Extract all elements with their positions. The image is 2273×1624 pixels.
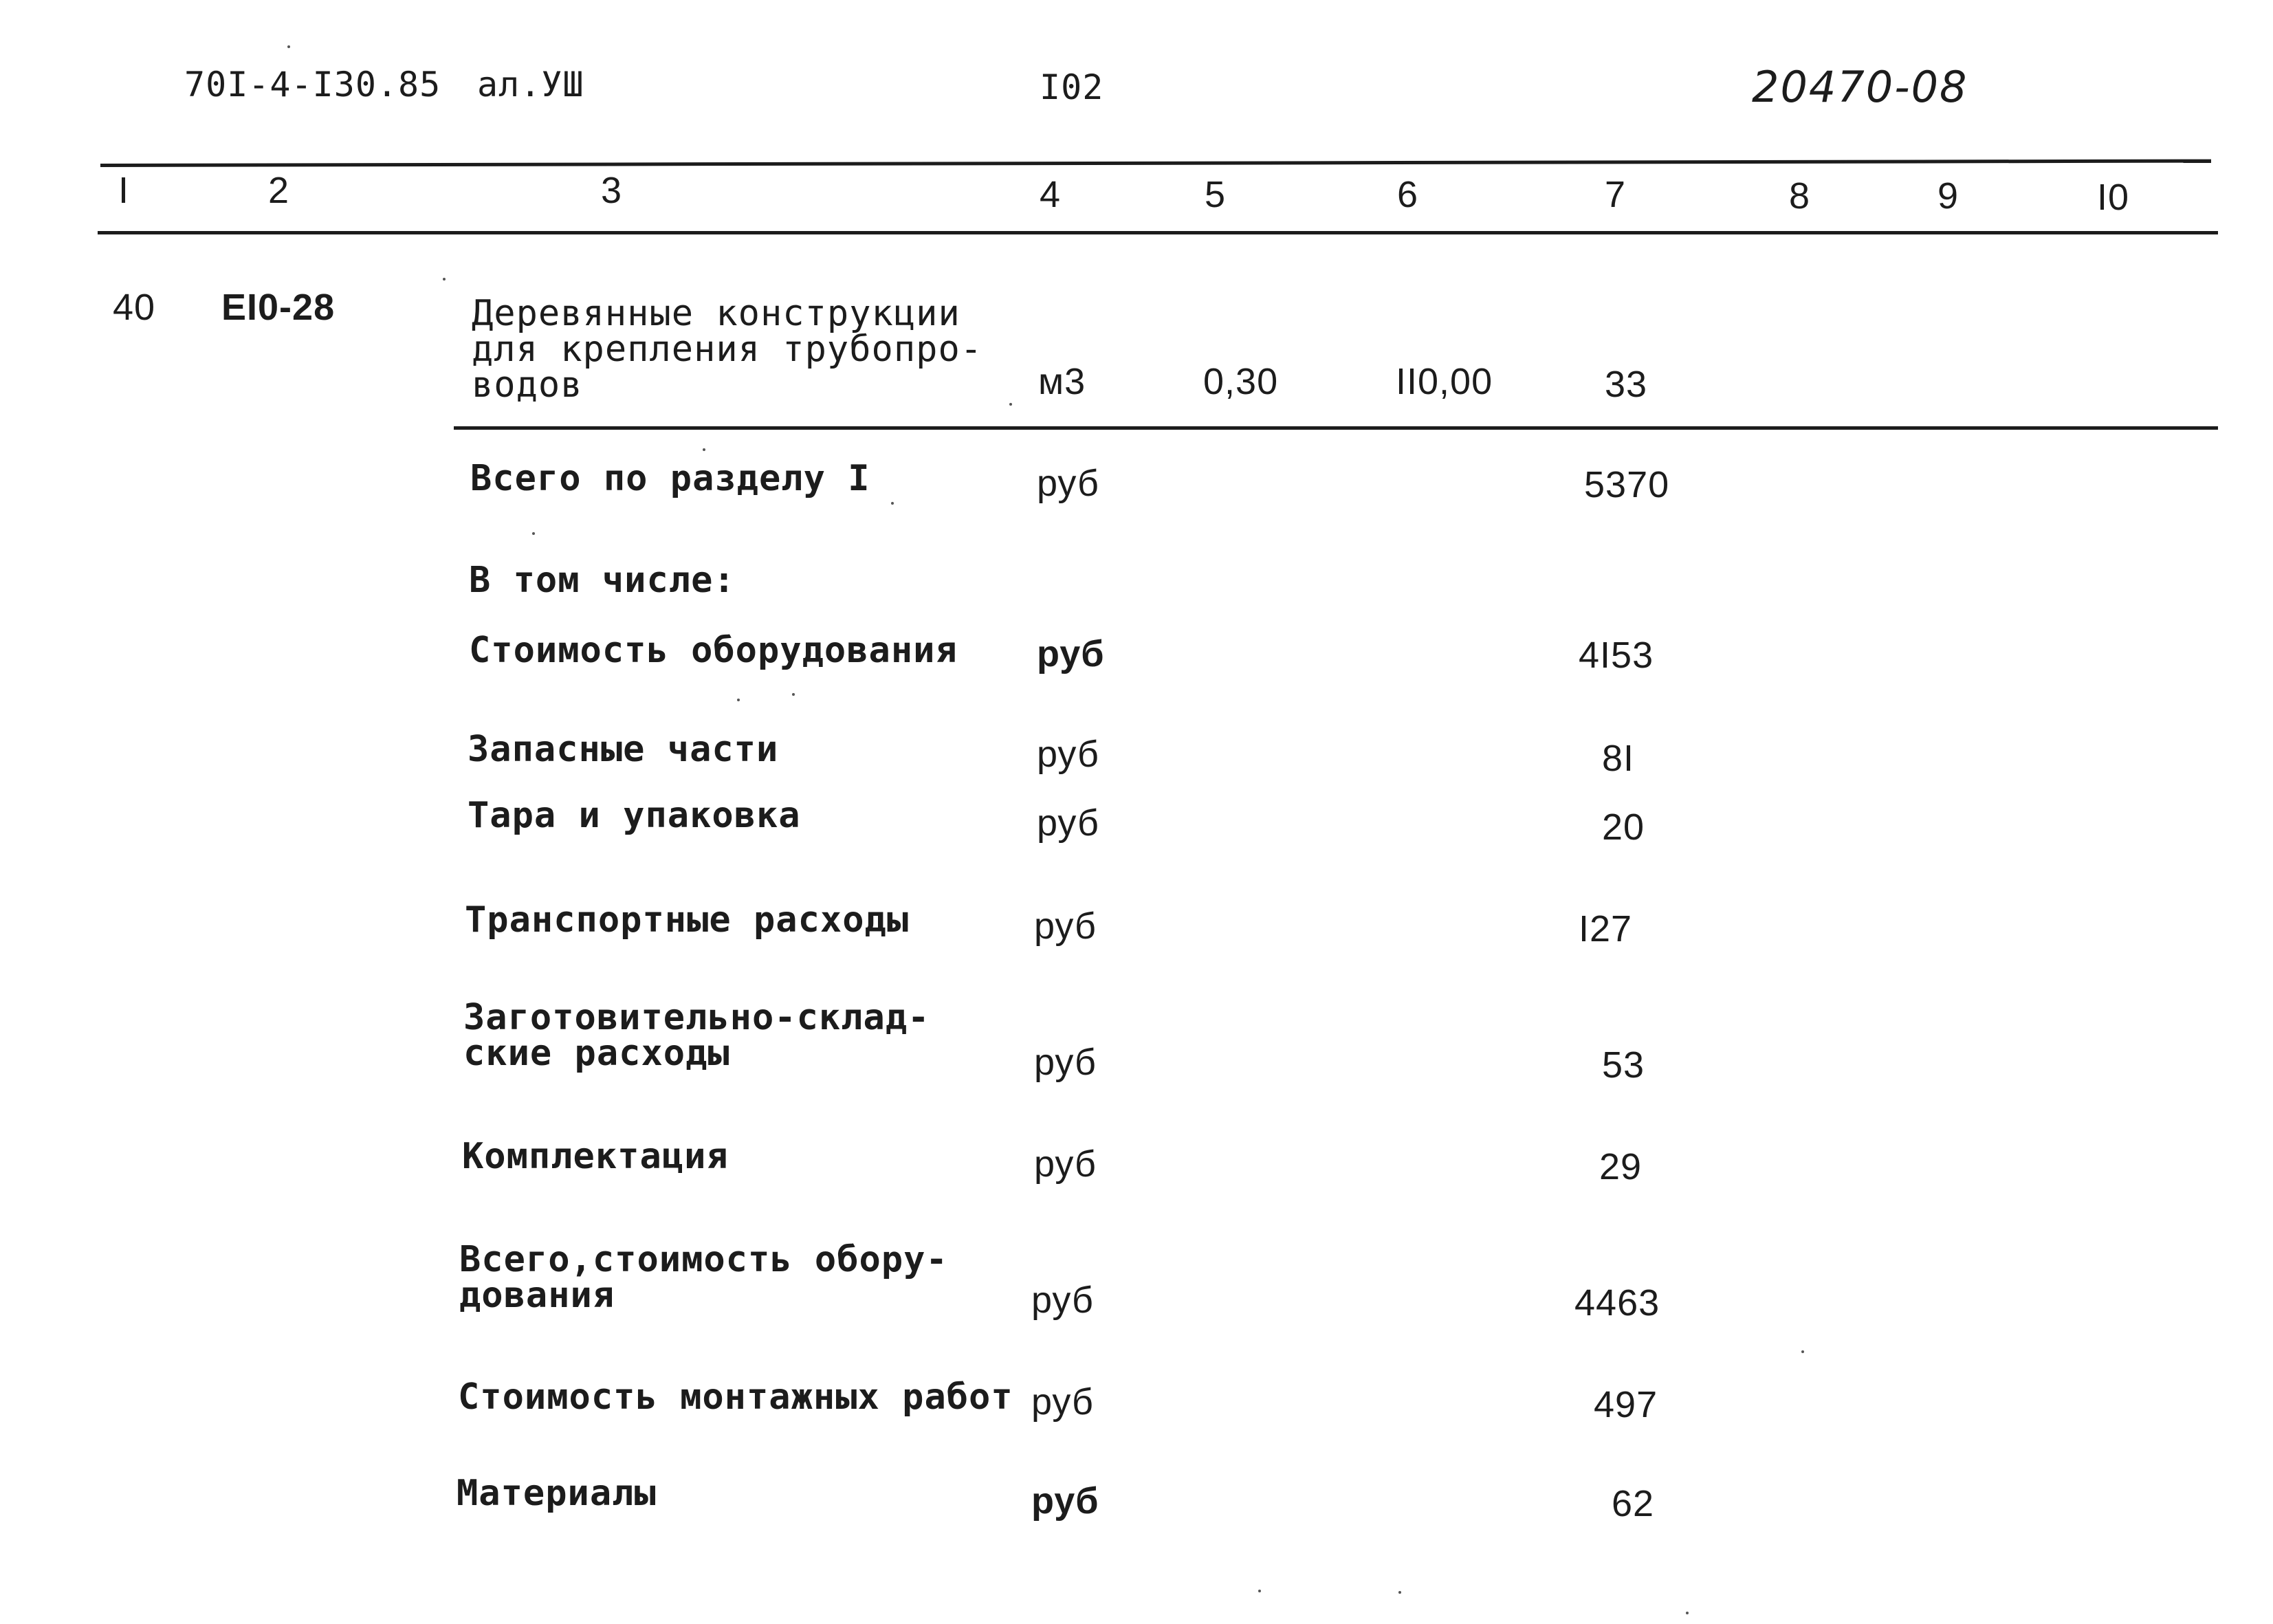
row-value: 62 [1612,1483,1655,1524]
row-label-transport: Транспортные расходы [465,899,910,941]
row-label-packaging: Тара и упаковка [468,795,801,836]
column-header-4: 4 [1040,174,1062,215]
row-unit: руб [1031,1381,1094,1423]
scan-speck [1398,1591,1401,1594]
document-code: 70I-4-I30.85 [184,65,441,105]
scan-speck [1009,403,1012,406]
album-label: ал.УШ [477,65,584,105]
row-label-installation-cost: Стоимость монтажных работ [458,1376,1013,1418]
row-unit: руб [1034,906,1097,947]
row-unit: руб [1037,633,1105,674]
scan-speck [1258,1590,1261,1592]
row-label-total-equipment [459,1239,982,1316]
column-header-7: 7 [1605,174,1627,215]
row-unit: руб [1037,463,1099,504]
column-header-1: I [118,170,130,211]
column-header-2: 2 [268,170,290,211]
column-header-3: 3 [601,170,623,211]
item-name-line: водов [472,364,583,406]
scan-speck [287,45,290,48]
scan-speck [737,699,740,701]
scan-speck [1686,1612,1689,1614]
row-label-section-total: Всего по разделу I [470,458,870,499]
row-label-line: Всего,стоимость обору- [459,1239,948,1280]
section-total-rule [454,426,2218,430]
row-unit: руб [1037,802,1099,844]
row-label-equipment-cost: Стоимость оборудования [469,630,958,671]
row-label-spare-parts: Запасные части [468,729,779,770]
row-unit: руб [1034,1042,1097,1083]
row-label-line: дования [459,1275,615,1316]
row-value: 4I53 [1579,635,1654,676]
item-name-line: Деревянные конструкции [472,293,960,334]
row-value: 497 [1594,1384,1658,1425]
row-unit: руб [1034,1143,1097,1185]
header-top-rule [100,160,2211,167]
column-header-9: 9 [1937,175,1959,217]
column-header-10: I0 [2097,177,2130,218]
row-value: I27 [1579,908,1633,950]
item-quantity: 0,30 [1203,361,1279,402]
item-code: EI0-28 [221,287,336,328]
inventory-number: 20470-08 [1752,62,1968,112]
scan-speck [792,693,795,696]
column-header-5: 5 [1205,174,1227,215]
scan-speck [443,278,446,281]
row-unit: руб [1037,734,1099,775]
scan-speck [891,502,894,505]
item-unit: м3 [1038,361,1086,402]
column-header-8: 8 [1789,175,1811,217]
column-header-6: 6 [1397,174,1419,215]
row-label-completion: Комплектация [462,1136,729,1177]
row-unit: руб [1031,1480,1099,1522]
row-unit: руб [1031,1280,1094,1321]
item-number: 40 [113,287,156,328]
row-value: 5370 [1584,464,1670,505]
row-value: 53 [1602,1044,1645,1086]
scan-speck [1801,1350,1804,1353]
item-total: 33 [1605,364,1648,405]
row-value: 29 [1599,1146,1643,1187]
row-value: 4463 [1574,1282,1660,1324]
row-label-procurement [463,997,958,1074]
row-label-line: ские расходы [463,1033,730,1074]
row-value: 20 [1602,806,1645,848]
scan-speck [703,448,705,451]
row-label-materials: Материалы [457,1473,657,1514]
item-unit-price: II0,00 [1396,361,1493,402]
page-number: I02 [1040,67,1104,107]
scan-speck [532,532,535,535]
item-name [472,293,994,406]
row-value: 8I [1602,738,1635,779]
item-name-line: для крепления трубопро- [472,329,983,370]
header-bottom-rule [98,231,2218,234]
row-label-line: Заготовительно-склад- [463,997,930,1038]
row-label-including: В том числе: [469,560,736,601]
